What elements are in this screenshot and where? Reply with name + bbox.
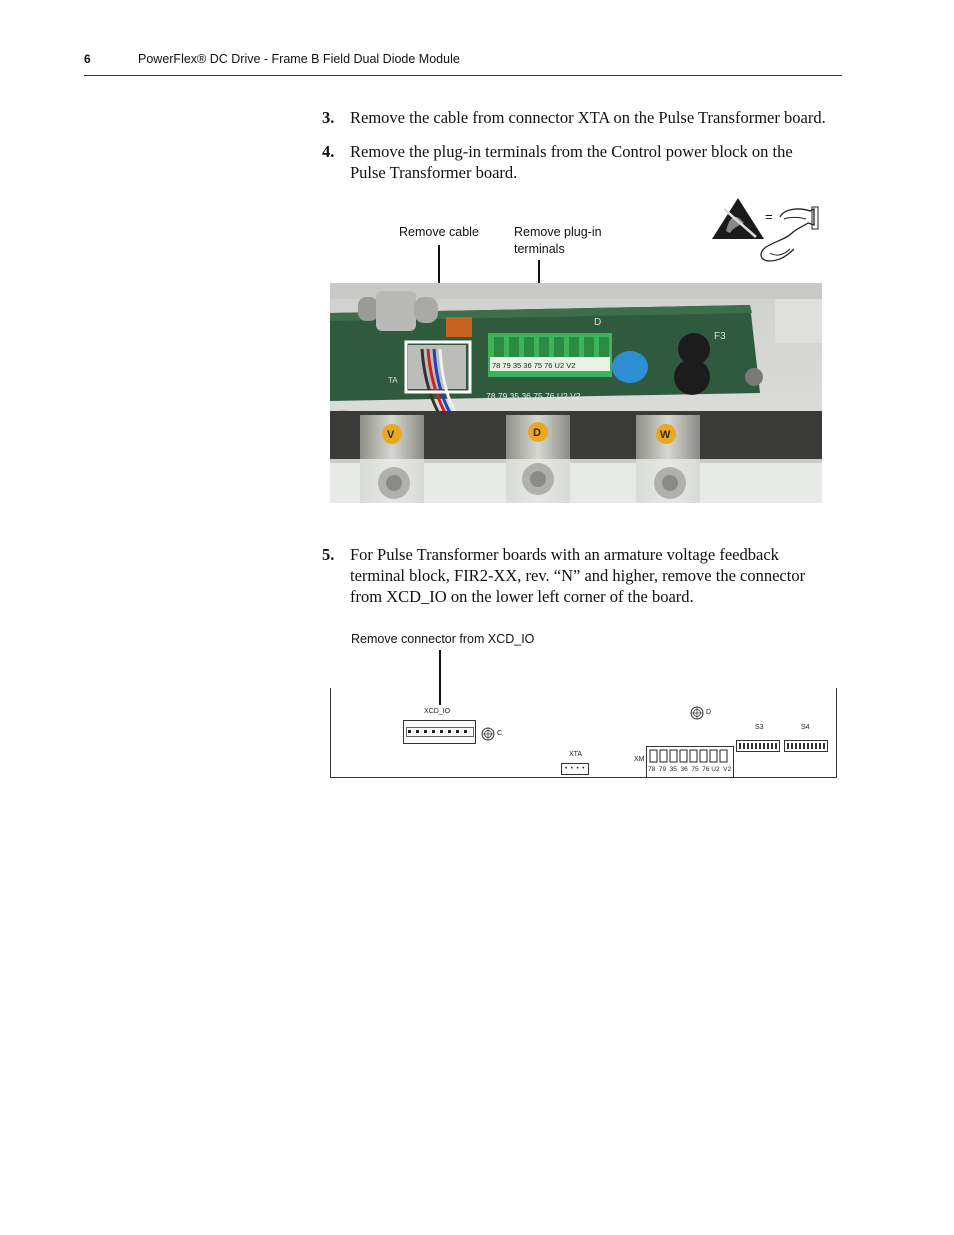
step-4 <box>322 141 842 185</box>
board-diagram <box>330 688 837 778</box>
callout-remove-xcd-io: Remove connector from XCD_IO <box>351 632 535 646</box>
board-terminal-numbers: 78 79 35 36 75 76 U2 V2 <box>486 391 581 401</box>
label-s4: S4 <box>801 724 810 731</box>
mounting-screw-icon <box>481 727 495 741</box>
label-xm: XM <box>634 756 645 763</box>
callout-remove-cable: Remove cable <box>399 225 479 239</box>
page-number: 6 <box>84 52 91 66</box>
header-rule <box>84 75 842 76</box>
step-text: Remove the cable from connector XTA on the Pulse Transformer board. <box>350 108 826 127</box>
label-d: D <box>706 709 712 716</box>
terminal-block-numbers: 78 79 35 36 75 76 U2 V2 <box>492 361 576 370</box>
callout-remove-terminals-line2: terminals <box>514 242 565 256</box>
xm-terminal-block <box>646 746 734 778</box>
esd-warning-icon <box>710 195 822 265</box>
esd-equals-sign: = <box>765 209 773 224</box>
xta-connector: • • • • <box>561 763 589 775</box>
board-label-d: D <box>594 317 602 328</box>
dip-switch-s3 <box>736 736 780 756</box>
label-s3: S3 <box>755 724 764 731</box>
board-label-ta: TA <box>388 376 398 385</box>
bus-label-v: V <box>387 429 395 441</box>
step-3 <box>322 107 842 129</box>
xm-terminal-numbers: 78 79 35 36 75 76 U2 V2 <box>648 766 732 773</box>
mounting-screw-icon <box>690 706 704 720</box>
step-text: For Pulse Transformer boards with an armature voltage feedback terminal block, FIR2-XX, rev. “N” and higher, remove the connector from XCD_IO on the lower left corner of the board. <box>350 545 806 606</box>
bus-label-w: W <box>660 429 671 441</box>
label-c: C <box>497 730 503 737</box>
bus-label-d: D <box>533 427 541 439</box>
step-number: 5. <box>322 545 335 564</box>
pulse-transformer-photo <box>330 283 822 503</box>
label-xcd-io: XCD_IO <box>424 708 451 715</box>
label-xta: XTA <box>569 751 583 758</box>
xcd-io-pins <box>403 720 476 744</box>
step-number: 4. <box>322 142 335 161</box>
xm-terminal-slots <box>647 747 733 765</box>
step-number: 3. <box>322 108 335 127</box>
step-text: Remove the plug-in terminals from the Control power block on the Pulse Transformer board. <box>350 142 793 182</box>
callout-remove-terminals-line1: Remove plug-in <box>514 225 602 239</box>
dip-switch-s4 <box>784 736 828 756</box>
board-label-f3: F3 <box>714 331 726 342</box>
running-header-title: PowerFlex® DC Drive - Frame B Field Dual Diode Module <box>138 52 460 66</box>
step-5 <box>322 544 842 608</box>
